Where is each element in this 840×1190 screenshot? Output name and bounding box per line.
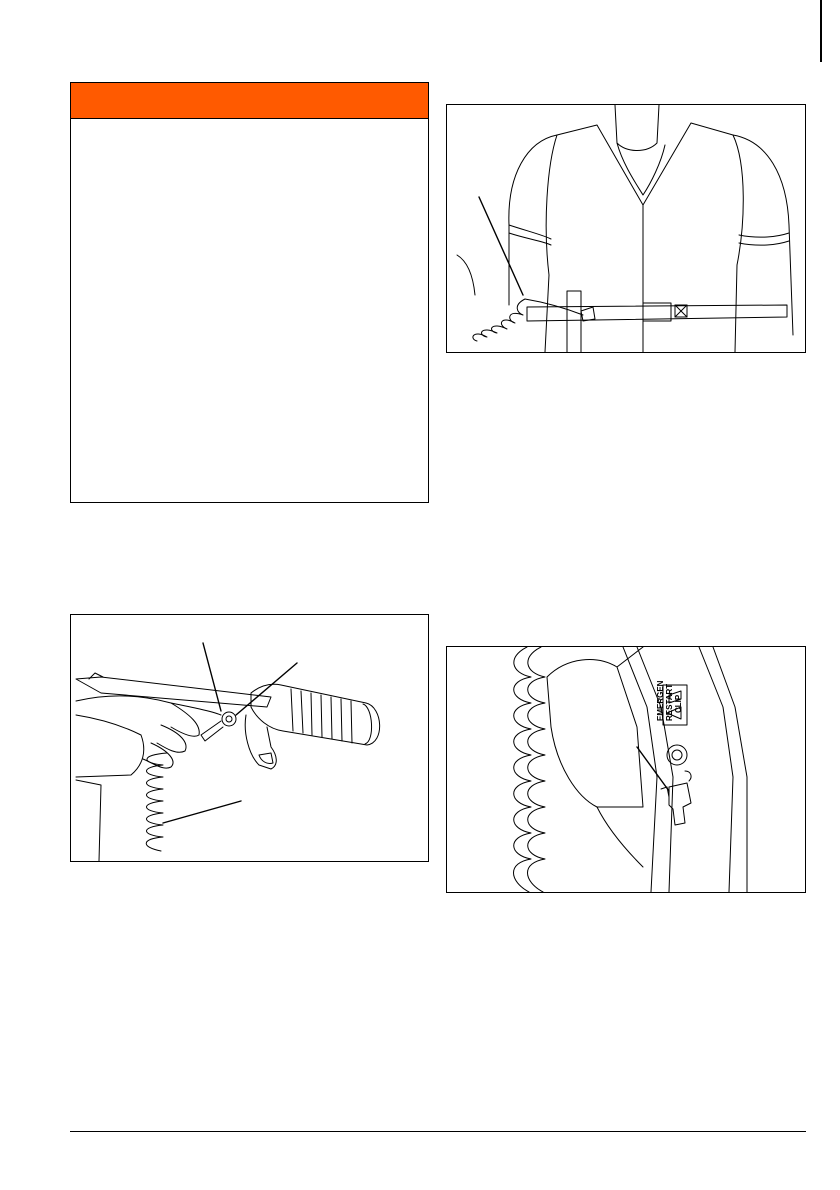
hand-outline (76, 696, 221, 715)
callout-line-lanyard (163, 801, 241, 823)
handlebar-grip (251, 684, 380, 745)
vest-illustration (447, 105, 805, 352)
dashboard-bulge (547, 660, 643, 807)
lanyard-clip (581, 307, 595, 321)
emergency-switch (222, 712, 236, 726)
decal-text-line-3: CLIP (674, 694, 683, 713)
figure-emergency-restart-clip (446, 646, 806, 893)
footer-rule (70, 1131, 806, 1132)
figure-life-vest-lanyard (446, 104, 806, 353)
dashboard-illustration (447, 647, 805, 892)
restart-switch (667, 745, 687, 765)
figure-handlebar-lanyard (70, 614, 429, 862)
handlebar-bar (76, 677, 271, 707)
callout-line-lanyard (479, 197, 523, 295)
coiled-lanyard (457, 255, 583, 341)
decal-text-line-2: RESTART (665, 683, 674, 721)
vest-strap (527, 305, 787, 321)
warning-header (71, 83, 428, 119)
page-edge-mark (820, 0, 822, 62)
neck-outline (615, 105, 659, 151)
handlebar-illustration (71, 615, 428, 861)
panel-edge (637, 647, 673, 892)
warning-box (70, 82, 429, 503)
callout-line-lanyard-clip (203, 643, 221, 711)
coiled-cord (514, 647, 546, 892)
decal-text-line-1: EMERGEN (656, 680, 665, 721)
